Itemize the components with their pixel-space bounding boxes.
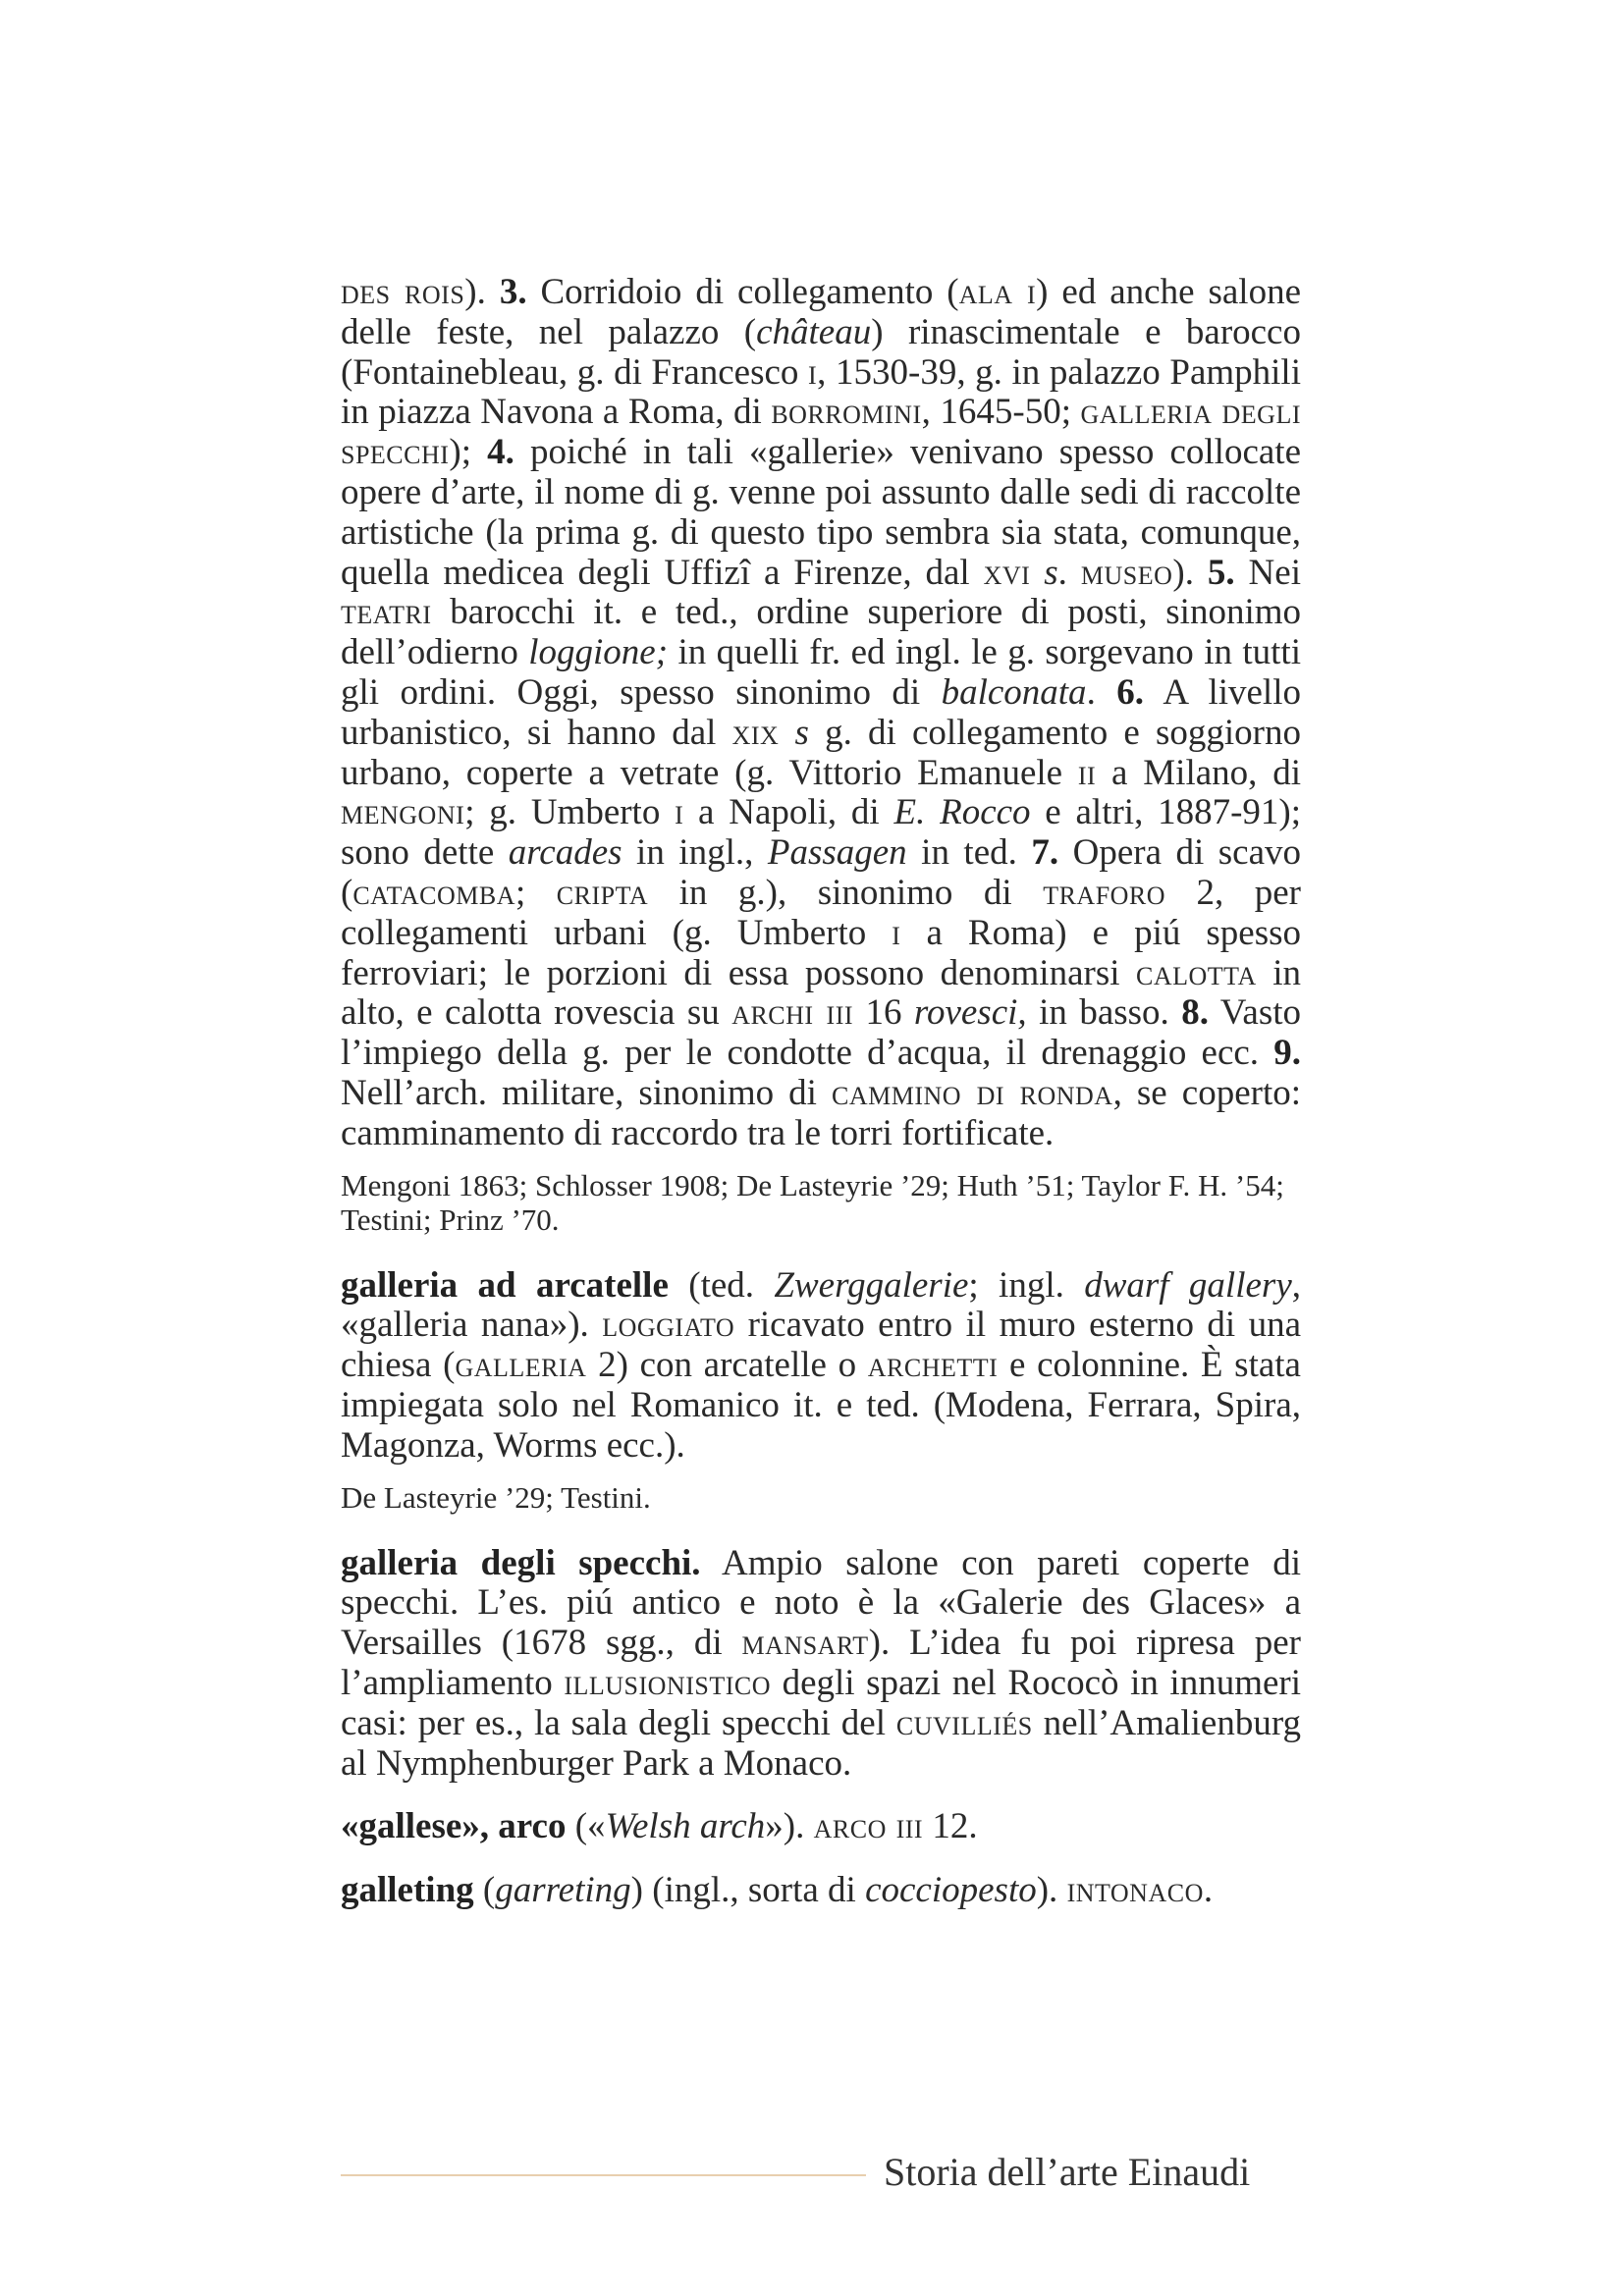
text-run: E. Rocco xyxy=(893,792,1031,833)
cross-reference: i xyxy=(675,792,684,833)
text-run: a Roma) e piú spesso ferroviari; le porzioni di essa possono denominarsi xyxy=(341,912,1301,993)
entry-galleting xyxy=(341,1871,1301,1911)
cross-reference: ala i xyxy=(958,272,1037,312)
cross-reference: galleria degli specchi xyxy=(341,392,1301,473)
headword: 9. xyxy=(1273,1033,1301,1074)
text-run: »). xyxy=(765,1806,814,1847)
text-run: ); xyxy=(449,432,488,473)
text-run: (ted. xyxy=(668,1264,775,1306)
text-run: 12. xyxy=(923,1806,978,1847)
text-run: (« xyxy=(566,1806,606,1847)
cross-reference: calotta xyxy=(1136,952,1257,993)
text-run: 2, per collegamenti urbani (g. Umberto xyxy=(341,872,1302,953)
cross-reference: cuvilliés xyxy=(895,1702,1033,1743)
text-run: in ingl., xyxy=(622,832,768,874)
footer-title: Storia dell’arte Einaudi xyxy=(884,2150,1251,2194)
text-run: 16 xyxy=(853,992,914,1034)
cross-reference: ii xyxy=(1077,752,1097,793)
entry-galleria-continuation xyxy=(341,273,1301,1237)
text-run: ) rinascimentale e barocco (Fontainebleau, g. di Francesco xyxy=(341,311,1301,393)
text-run: ). xyxy=(1172,552,1208,593)
text-run: cocciopesto xyxy=(865,1870,1037,1911)
text-run: ; xyxy=(515,872,557,913)
text-run: ). xyxy=(464,272,500,312)
entry-galleria-ad-arcatelle xyxy=(341,1266,1301,1515)
entry-text xyxy=(341,1807,1301,1847)
text-run: in quelli fr. ed ingl. le g. sorgevano in tutti gli ordini. Oggi, spesso sinonimo di xyxy=(341,632,1301,713)
text-run: in g.), sinonimo di xyxy=(648,872,1044,913)
text-run: barocchi it. e ted., ordine superiore di posti, sinonimo dell’odierno xyxy=(341,592,1301,673)
text-run: in alto, e calotta rovescia su xyxy=(341,952,1301,1034)
entry-text xyxy=(341,273,1301,1154)
text-run: g. di collegamento e soggiorno urbano, coperte a vetrate (g. Vittorio Emanuele xyxy=(341,712,1302,793)
cross-reference: archi iii xyxy=(731,992,854,1034)
text-run: 2) con arcatelle o xyxy=(586,1345,868,1386)
headword: galleria degli specchi. xyxy=(341,1542,701,1583)
headword: 8. xyxy=(1181,992,1210,1034)
text-run: s xyxy=(779,712,809,753)
text-run: , 1530-39, g. in palazzo Pamphili in piazza Navona a Roma, di xyxy=(341,351,1301,433)
text-run: . xyxy=(1203,1870,1214,1911)
text-run: ; g. Umberto xyxy=(464,792,676,833)
cross-reference: loggiato xyxy=(602,1305,735,1346)
text-run: nell’Amalienburg al Nymphenburger Park a Monaco. xyxy=(341,1702,1301,1784)
text-run: château xyxy=(756,311,872,352)
text-run: a Milano, di xyxy=(1096,752,1301,793)
entry-galleria-degli-specchi xyxy=(341,1544,1301,1785)
text-run: Nei xyxy=(1234,552,1301,593)
text-run: arcades xyxy=(508,832,622,874)
bibliography: De Lasteyrie ’29; Testini. xyxy=(341,1479,651,1515)
text-run: e colonnine. È stata impiegata solo nel Romanico it. e ted. (Modena, Ferrara, Spira, Magonza, Worms ecc.). xyxy=(341,1345,1301,1466)
cross-reference: i xyxy=(892,912,901,953)
cross-reference: illusionistico xyxy=(564,1662,771,1703)
text-run: degli spazi nel Rococò in innumeri casi: per es., la sala degli specchi del xyxy=(341,1662,1301,1743)
entry-text xyxy=(341,1266,1301,1467)
text-run: Welsh arch xyxy=(605,1806,766,1847)
text-run: dwarf gallery xyxy=(1084,1264,1292,1306)
cross-reference: archetti xyxy=(867,1345,999,1386)
headword: 4. xyxy=(487,432,514,473)
text-run: Zwerggalerie xyxy=(774,1264,969,1306)
text-run: ( xyxy=(473,1870,496,1911)
text-run: Opera di scavo ( xyxy=(341,832,1301,913)
cross-reference: xvi xyxy=(983,552,1031,593)
entry-gallese-arco xyxy=(341,1807,1301,1847)
text-run: garreting xyxy=(495,1870,631,1911)
bibliography: Mengoni 1863; Schlosser 1908; De Lasteyrie ’29; Huth ’51; Taylor F. H. ’54; Testini; Prinz ’70. xyxy=(341,1167,1284,1237)
text-run: poiché in tali «gallerie» venivano spesso collocate opere d’arte, il nome di g. venne poi assunto dalle sedi di raccolte artistiche (la prima g. di questo tipo sembra sia stata, comunque, quella medicea degli Uffizî a Firenze, dal xyxy=(341,432,1301,593)
text-run: a Napoli, di xyxy=(683,792,894,833)
text-run: ). xyxy=(1036,1870,1067,1911)
text-run: Nell’arch. militare, sinonimo di xyxy=(341,1072,833,1113)
cross-reference: traforo xyxy=(1043,872,1166,913)
cross-reference: museo xyxy=(1080,552,1173,593)
text-run: ricavato entro il muro esterno di una chiesa ( xyxy=(341,1305,1302,1386)
cross-reference: galleria xyxy=(455,1345,587,1386)
footer-rule xyxy=(341,2174,866,2176)
cross-reference: intonaco xyxy=(1066,1870,1204,1911)
cross-reference: xix xyxy=(731,712,780,753)
text-run: balconata xyxy=(941,671,1087,713)
entry-text xyxy=(341,1871,1301,1911)
text-run: rovesci, xyxy=(913,992,1027,1034)
cross-reference: teatri xyxy=(341,592,432,633)
text-run: ; ingl. xyxy=(968,1264,1085,1306)
text-run: loggione; xyxy=(528,632,669,673)
text-run: in basso. xyxy=(1026,992,1182,1034)
cross-reference: catacomba xyxy=(352,872,515,913)
text-run: . xyxy=(1057,552,1081,593)
dictionary-page xyxy=(341,273,1301,1935)
text-run: e altri, 1887-91); sono dette xyxy=(341,792,1302,874)
text-run: Vasto l’impiego della g. per le condotte d’acqua, il drenaggio ecc. xyxy=(341,992,1302,1074)
text-run: ). L’idea fu poi ripresa per l’ampliamento xyxy=(341,1623,1301,1703)
headword: 6. xyxy=(1116,671,1144,713)
text-run: in ted. xyxy=(906,832,1032,874)
text-run: Ampio salone con pareti coperte di specchi. L’es. piú antico e noto è la «Galerie des Glaces» a Versailles (1678 sgg., di xyxy=(341,1542,1301,1664)
cross-reference: arco iii xyxy=(813,1806,924,1847)
cross-reference: cripta xyxy=(556,872,649,913)
headword: 3. xyxy=(499,272,527,312)
text-run: A livello urbanistico, si hanno dal xyxy=(341,671,1301,753)
text-run: . xyxy=(1086,671,1117,713)
headword: «gallese», arco xyxy=(341,1806,567,1847)
cross-reference: cammino di ronda xyxy=(832,1072,1113,1113)
headword: galleria ad arcatelle xyxy=(341,1264,669,1306)
headword: galleting xyxy=(341,1870,474,1911)
cross-reference: i xyxy=(808,351,818,393)
cross-reference: mansart xyxy=(741,1623,869,1664)
text-run: Passagen xyxy=(767,832,907,874)
text-run: s xyxy=(1030,552,1058,593)
headword: 5. xyxy=(1207,552,1235,593)
entry-text xyxy=(341,1544,1301,1785)
text-run: , 1645-50; xyxy=(921,392,1081,433)
cross-reference: mengoni xyxy=(341,792,465,833)
headword: 7. xyxy=(1031,832,1059,874)
text-run: , «galleria nana»). xyxy=(341,1264,1301,1346)
cross-reference: des rois xyxy=(341,272,465,312)
text-run: ) ed anche salone delle feste, nel palazzo ( xyxy=(341,272,1301,352)
text-run: Corridoio di collegamento ( xyxy=(526,272,959,312)
text-run: , se coperto: camminamento di raccordo tra le torri fortificate. xyxy=(341,1072,1302,1153)
cross-reference: borromini xyxy=(771,392,922,433)
text-run: ) (ingl., sorta di xyxy=(630,1870,866,1911)
